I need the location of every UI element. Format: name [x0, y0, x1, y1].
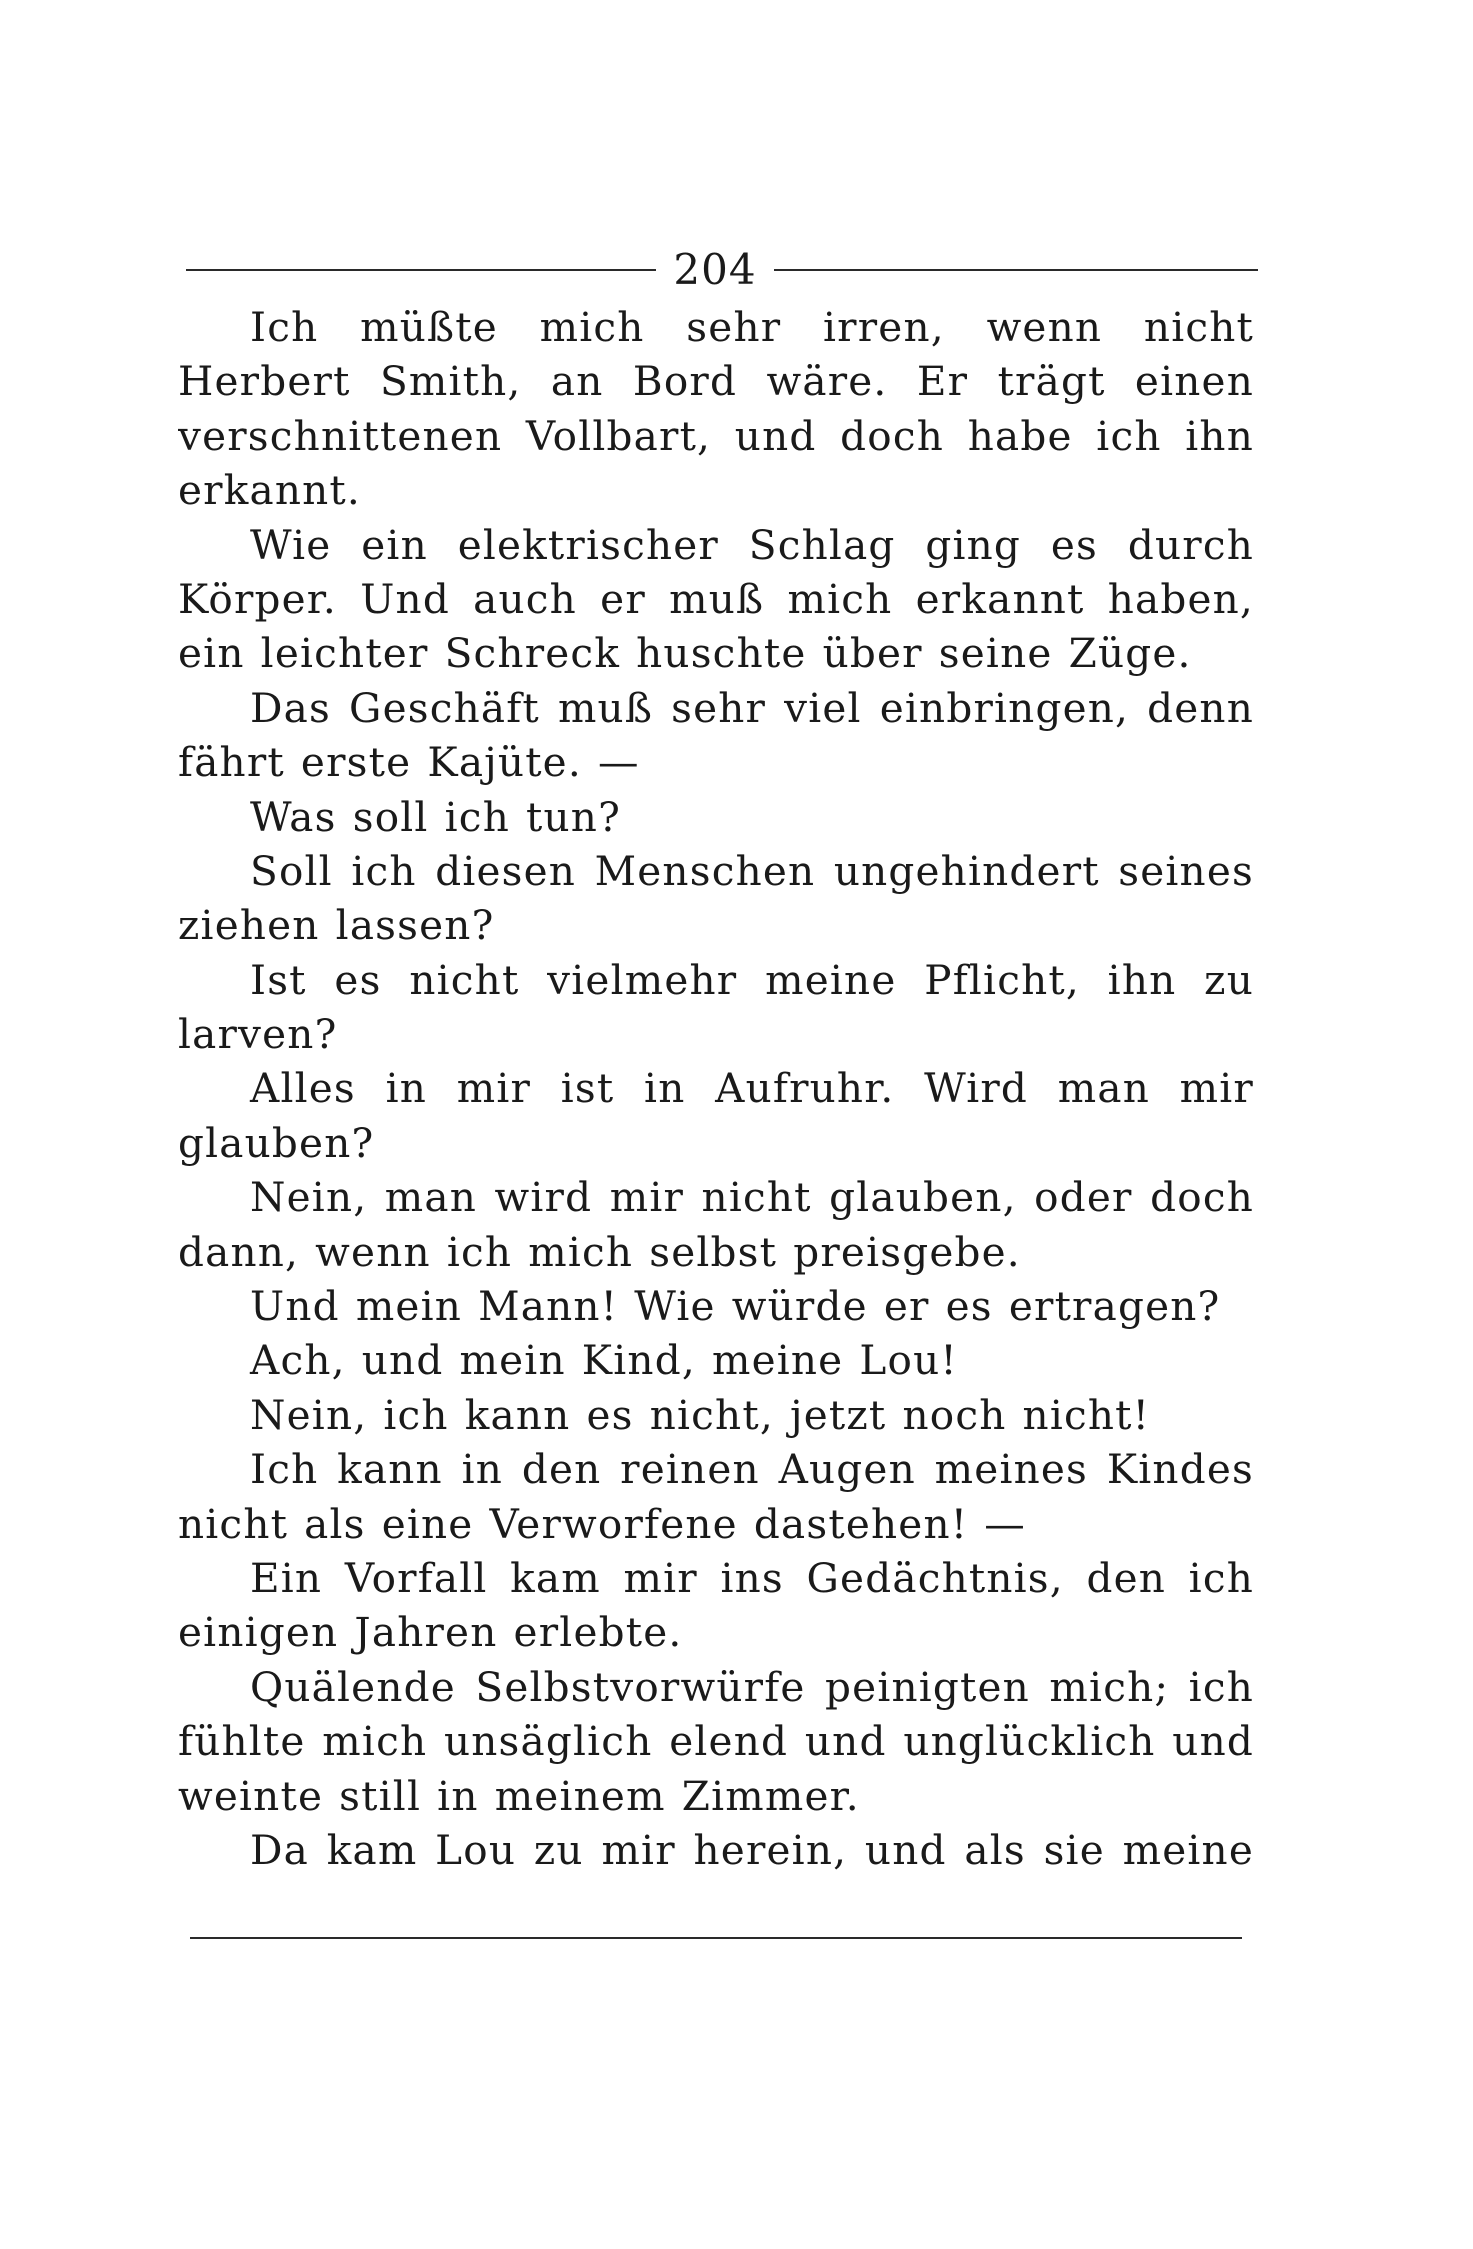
header-rule-right	[774, 269, 1258, 271]
text-line: verschnittenen Vollbart, und doch habe ich ihn	[178, 411, 1254, 460]
text-line: einigen Jahren erlebte.	[178, 1608, 683, 1657]
body-text	[178, 300, 1254, 1877]
text-line: Alles in mir ist in Aufruhr. Wird man mir	[250, 1064, 1254, 1113]
text-line: Quälende Selbstvorwürfe peinigten mich; ich	[250, 1662, 1254, 1711]
text-line: Ein Vorfall kam mir ins Gedächtnis, den ich	[250, 1553, 1254, 1602]
text-line: dann, wenn ich mich selbst preisgebe.	[178, 1227, 1021, 1276]
text-line: erkannt.	[178, 466, 361, 515]
text-line: Was soll ich tun?	[250, 792, 622, 841]
text-line: Herbert Smith, an Bord wäre. Er trägt einen	[178, 357, 1254, 406]
text-line: Ist es nicht vielmehr meine Pflicht, ihn zu	[250, 955, 1254, 1004]
text-line: Soll ich diesen Menschen ungehindert seines	[250, 846, 1254, 895]
text-line: fährt erste Kajüte. —	[178, 738, 640, 787]
text-line: larven?	[178, 1010, 338, 1059]
text-line: Ich müßte mich sehr irren, wenn nicht	[250, 303, 1254, 351]
text-line: weinte still in meinem Zimmer.	[178, 1771, 860, 1820]
text-line: nicht als eine Verworfene dastehen! —	[178, 1499, 1026, 1548]
text-line: Da kam Lou zu mir herein, und als sie meine	[250, 1825, 1254, 1874]
text-line: Und mein Mann! Wie würde er es ertragen?	[250, 1282, 1221, 1331]
text-line: Wie ein elektrischer Schlag ging es durch	[250, 520, 1254, 569]
text-line: ein leichter Schreck huschte über seine Züge.	[178, 629, 1192, 678]
page-number: 204	[673, 245, 757, 294]
text-line: Ach, und mein Kind, meine Lou!	[250, 1336, 958, 1385]
text-line: glauben?	[178, 1118, 375, 1167]
text-line: Ich kann in den reinen Augen meines Kindes	[250, 1445, 1254, 1494]
text-line: Nein, man wird mir nicht glauben, oder doch	[250, 1173, 1254, 1222]
header-rule-left	[186, 269, 656, 271]
footer-rule	[190, 1937, 1242, 1939]
text-line: Das Geschäft muß sehr viel einbringen, denn	[250, 683, 1254, 732]
text-line: fühlte mich unsäglich elend und unglücklich und	[178, 1717, 1254, 1766]
page-header	[186, 240, 1258, 300]
text-line: ziehen lassen?	[178, 901, 495, 950]
text-line: Körper. Und auch er muß mich erkannt haben,	[178, 574, 1254, 623]
text-line: Nein, ich kann es nicht, jetzt noch nicht!	[250, 1390, 1151, 1439]
